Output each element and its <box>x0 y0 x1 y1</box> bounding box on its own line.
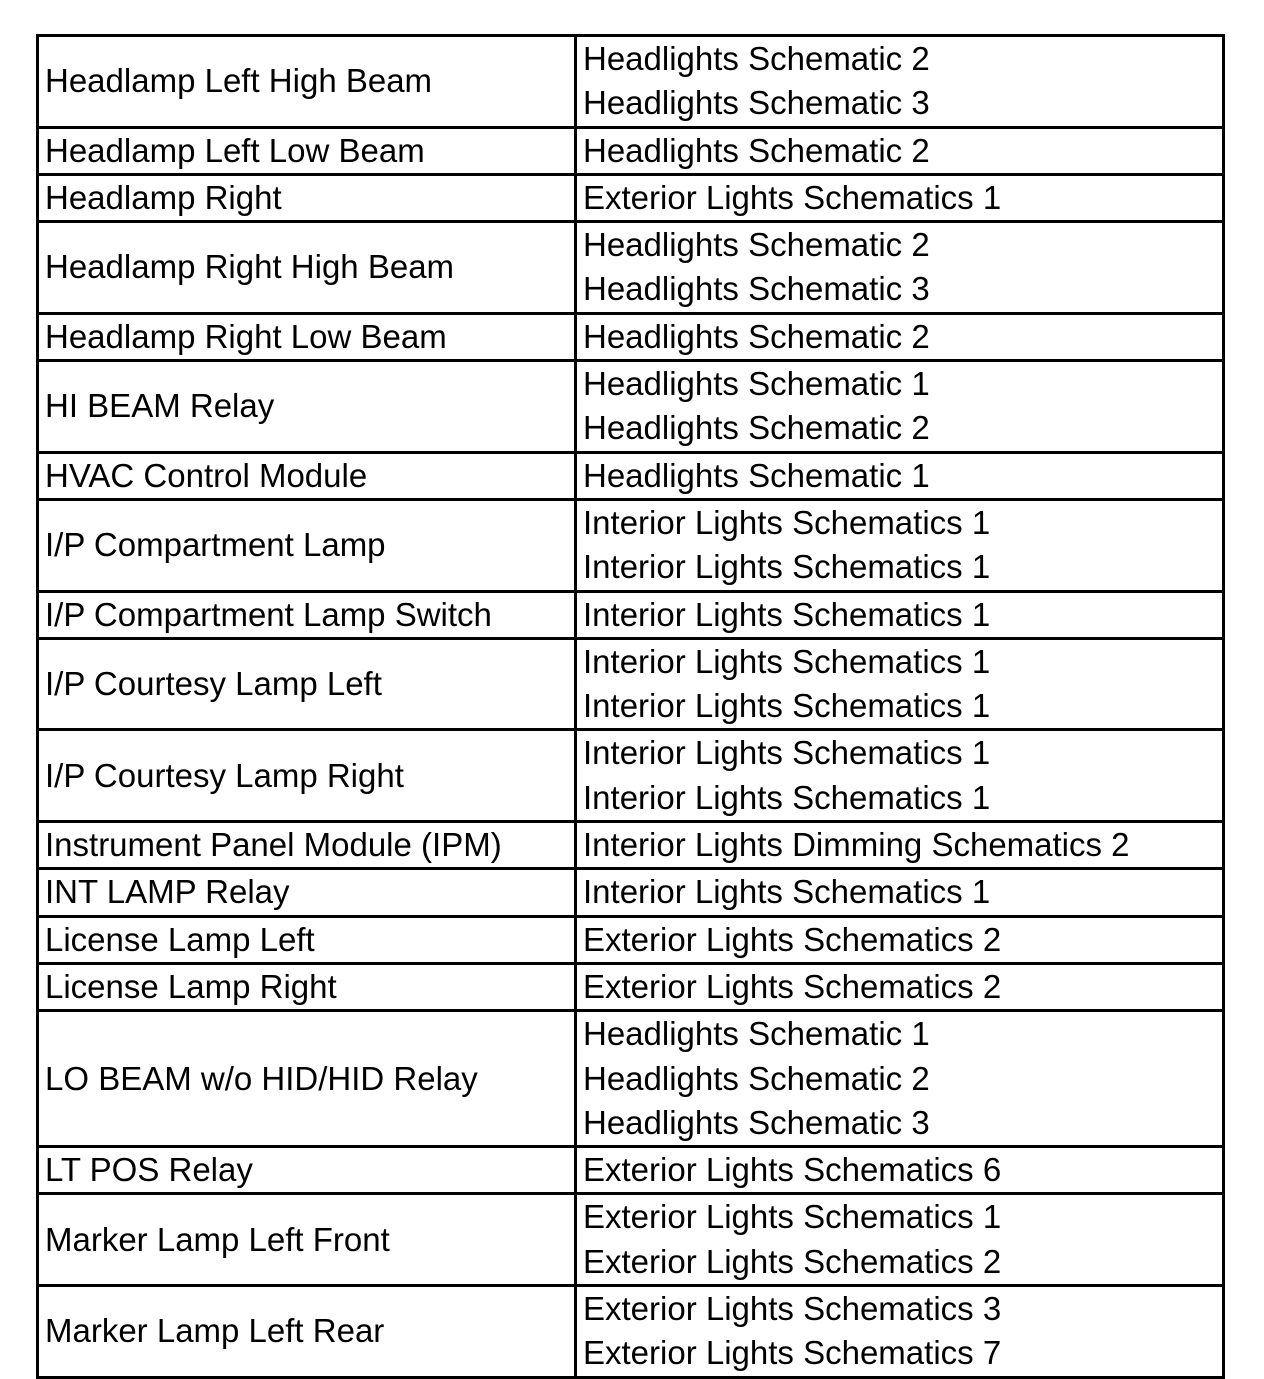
schematic-ref-cell <box>576 638 1224 730</box>
table-row <box>38 591 1224 638</box>
schematic-ref: Headlights Schematic 2 <box>583 1059 930 1097</box>
schematic-ref: Headlights Schematic 2 <box>583 131 930 169</box>
table-row <box>38 1286 1224 1378</box>
component-name-cell: Headlamp Right High Beam <box>38 222 576 314</box>
component-name-cell: I/P Compartment Lamp <box>38 499 576 591</box>
table-row <box>38 499 1224 591</box>
schematic-ref: Headlights Schematic 3 <box>583 270 930 308</box>
component-name-cell: Headlamp Right Low Beam <box>38 313 576 360</box>
table-row <box>38 916 1224 963</box>
schematic-ref: Interior Lights Schematics 1 <box>583 873 991 911</box>
schematic-ref-cell <box>576 1011 1224 1147</box>
schematic-ref: Exterior Lights Schematics 7 <box>583 1334 1002 1372</box>
component-name-cell: HVAC Control Module <box>38 452 576 499</box>
schematic-ref-cell <box>576 916 1224 963</box>
component-name-cell: License Lamp Right <box>38 963 576 1010</box>
schematic-ref: Headlights Schematic 2 <box>583 226 930 264</box>
table-row <box>38 36 1224 128</box>
schematic-ref: Exterior Lights Schematics 2 <box>583 1242 1002 1280</box>
schematic-ref: Interior Lights Schematics 1 <box>583 595 991 633</box>
component-name-cell: License Lamp Left <box>38 916 576 963</box>
schematic-ref: Exterior Lights Schematics 2 <box>583 920 1002 958</box>
table-row <box>38 963 1224 1010</box>
schematic-ref: Interior Lights Schematics 1 <box>583 734 991 772</box>
component-name-cell: Marker Lamp Left Rear <box>38 1286 576 1378</box>
component-name-cell: Instrument Panel Module (IPM) <box>38 822 576 869</box>
component-name-cell: HI BEAM Relay <box>38 361 576 453</box>
schematic-ref: Headlights Schematic 1 <box>583 456 930 494</box>
schematic-ref-cell <box>576 1194 1224 1286</box>
component-name-cell: I/P Courtesy Lamp Left <box>38 638 576 730</box>
schematic-ref-cell <box>576 963 1224 1010</box>
component-name-cell: I/P Compartment Lamp Switch <box>38 591 576 638</box>
schematic-ref: Exterior Lights Schematics 3 <box>583 1290 1002 1328</box>
table-row <box>38 638 1224 730</box>
table-row <box>38 869 1224 916</box>
schematic-ref-cell <box>576 499 1224 591</box>
schematic-ref: Interior Lights Schematics 1 <box>583 778 991 816</box>
schematic-ref: Interior Lights Schematics 1 <box>583 687 991 725</box>
table-row <box>38 1011 1224 1147</box>
component-name-cell: Headlamp Left Low Beam <box>38 127 576 174</box>
table-row <box>38 1194 1224 1286</box>
schematic-ref-cell <box>576 361 1224 453</box>
schematic-ref-cell <box>576 869 1224 916</box>
component-name-cell: Headlamp Right <box>38 174 576 221</box>
schematic-ref-cell <box>576 36 1224 128</box>
schematic-ref: Interior Lights Schematics 1 <box>583 642 991 680</box>
schematic-ref: Exterior Lights Schematics 1 <box>583 178 1002 216</box>
schematic-ref: Interior Lights Dimming Schematics 2 <box>583 826 1130 864</box>
component-index-table <box>36 34 1225 1379</box>
schematic-ref: Headlights Schematic 1 <box>583 1015 930 1053</box>
table-row <box>38 313 1224 360</box>
table-row <box>38 174 1224 221</box>
table-row <box>38 361 1224 453</box>
schematic-ref-cell <box>576 222 1224 314</box>
component-index-body <box>38 36 1224 1378</box>
schematic-ref-cell <box>576 1286 1224 1378</box>
component-name-cell: INT LAMP Relay <box>38 869 576 916</box>
schematic-ref: Headlights Schematic 3 <box>583 1103 930 1141</box>
schematic-ref: Exterior Lights Schematics 6 <box>583 1151 1002 1189</box>
component-name-cell: I/P Courtesy Lamp Right <box>38 730 576 822</box>
schematic-ref: Exterior Lights Schematics 1 <box>583 1198 1002 1236</box>
schematic-ref: Interior Lights Schematics 1 <box>583 548 991 586</box>
component-name-cell: Marker Lamp Left Front <box>38 1194 576 1286</box>
schematic-ref-cell <box>576 127 1224 174</box>
schematic-ref-cell <box>576 452 1224 499</box>
component-name-cell: Headlamp Left High Beam <box>38 36 576 128</box>
schematic-ref: Exterior Lights Schematics 2 <box>583 967 1002 1005</box>
table-row <box>38 1147 1224 1194</box>
schematic-ref: Headlights Schematic 1 <box>583 365 930 403</box>
schematic-ref-cell <box>576 174 1224 221</box>
schematic-ref: Headlights Schematic 2 <box>583 317 930 355</box>
table-row <box>38 222 1224 314</box>
schematic-ref-cell <box>576 591 1224 638</box>
table-row <box>38 730 1224 822</box>
schematic-ref-cell <box>576 730 1224 822</box>
component-name-cell: LO BEAM w/o HID/HID Relay <box>38 1011 576 1147</box>
schematic-ref: Interior Lights Schematics 1 <box>583 503 991 541</box>
table-row <box>38 822 1224 869</box>
schematic-ref: Headlights Schematic 2 <box>583 40 930 77</box>
table-row <box>38 452 1224 499</box>
component-name-cell: LT POS Relay <box>38 1147 576 1194</box>
schematic-ref: Headlights Schematic 2 <box>583 409 930 447</box>
schematic-ref: Headlights Schematic 3 <box>583 84 930 122</box>
schematic-ref-cell <box>576 822 1224 869</box>
schematic-ref-cell <box>576 313 1224 360</box>
schematic-ref-cell <box>576 1147 1224 1194</box>
table-row <box>38 127 1224 174</box>
